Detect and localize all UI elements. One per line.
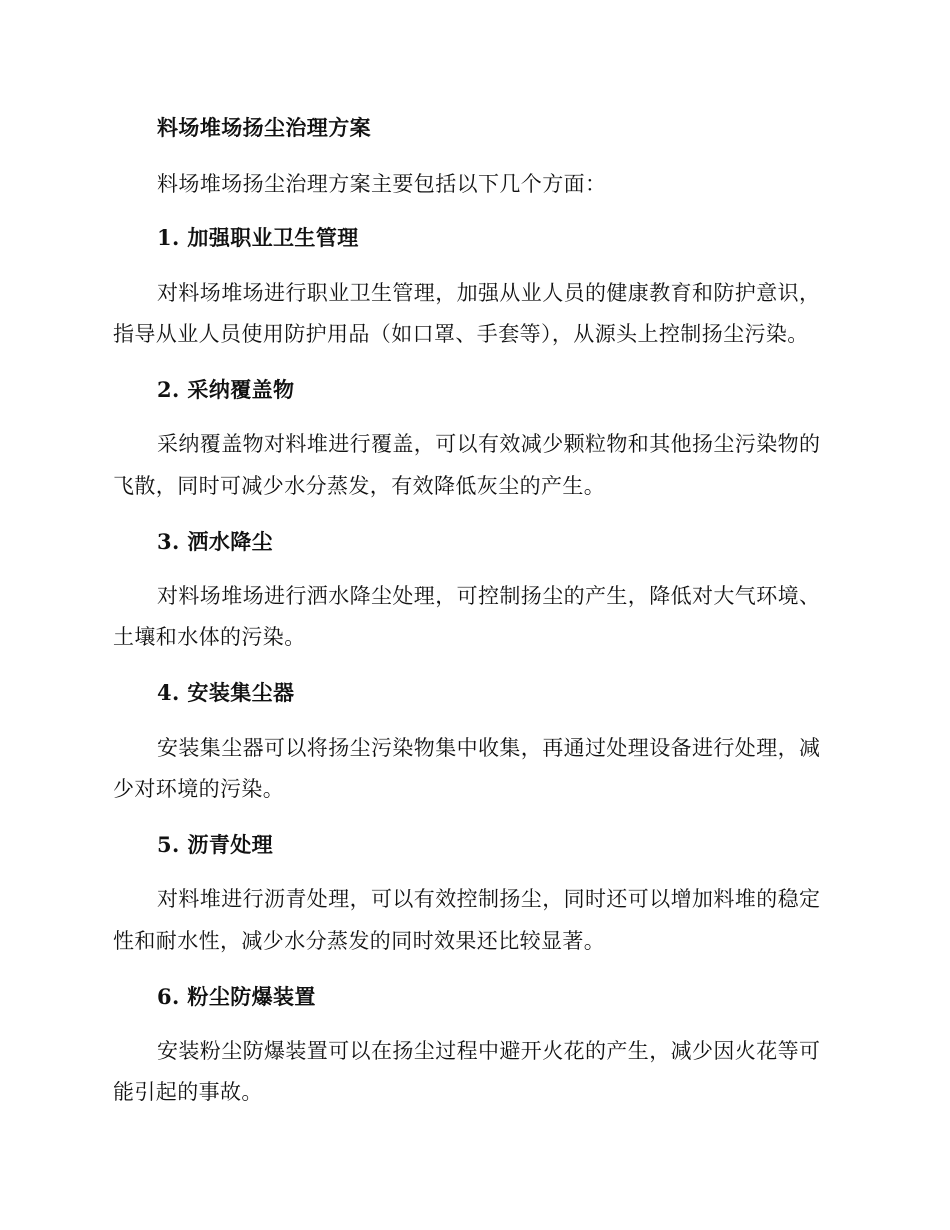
document-title: 料场堆场扬尘治理方案	[157, 115, 371, 140]
section-3-line-1: 对料场堆场进行洒水降尘处理，可控制扬尘的产生，降低对大气环境、	[157, 584, 821, 608]
section-1-line-2: 指导从业人员使用防护用品（如口罩、手套等），从源头上控制扬尘污染。	[113, 322, 809, 346]
section-3-line-2: 土壤和水体的污染。	[113, 625, 306, 649]
section-1-line-1: 对料场堆场进行职业卫生管理，加强从业人员的健康教育和防护意识，	[157, 281, 821, 305]
section-4-line-2: 少对环境的污染。	[113, 777, 285, 801]
section-6-line-2: 能引起的事故。	[113, 1080, 263, 1104]
intro-paragraph: 料场堆场扬尘治理方案主要包括以下几个方面：	[157, 172, 607, 196]
section-5-line-2: 性和耐水性，减少水分蒸发的同时效果还比较显著。	[113, 929, 606, 953]
section-4-line-1: 安装集尘器可以将扬尘污染物集中收集，再通过处理设备进行处理，减	[157, 736, 821, 760]
section-2-line-1: 采纳覆盖物对料堆进行覆盖，可以有效减少颗粒物和其他扬尘污染物的	[157, 432, 821, 456]
section-6-line-1: 安装粉尘防爆装置可以在扬尘过程中避开火花的产生，减少因火花等可	[157, 1039, 821, 1063]
section-2-line-2: 飞散，同时可减少水分蒸发，有效降低灰尘的产生。	[113, 474, 606, 498]
section-heading-4: 4. 安装集尘器	[157, 680, 295, 705]
section-heading-2: 2. 采纳覆盖物	[157, 377, 295, 402]
section-heading-5: 5. 沥青处理	[157, 832, 274, 857]
section-heading-3: 3. 洒水降尘	[157, 529, 274, 554]
section-heading-6: 6. 粉尘防爆装置	[157, 984, 316, 1009]
section-5-line-1: 对料堆进行沥青处理，可以有效控制扬尘，同时还可以增加料堆的稳定	[157, 887, 821, 911]
section-heading-1: 1. 加强职业卫生管理	[157, 225, 359, 250]
